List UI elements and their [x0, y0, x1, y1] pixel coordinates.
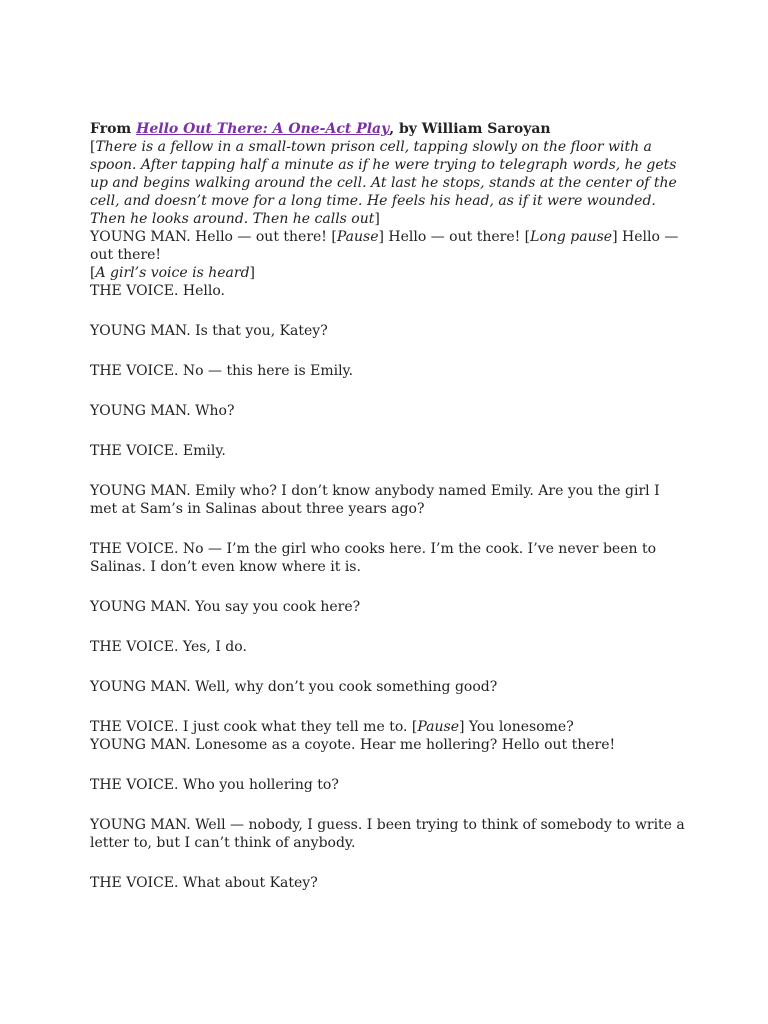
document-body — [90, 120, 690, 892]
stage-direction-opening — [90, 138, 690, 228]
dialogue-text: ] Hello — out there! [ — [378, 229, 531, 245]
dialogue-text: THE VOICE. I just cook what they tell me to. [ — [90, 719, 418, 735]
heading-byline: , by William Saroyan — [389, 121, 551, 137]
stage-note: Long pause — [530, 229, 613, 245]
dialogue-line: YOUNG MAN. You say you cook here? — [90, 599, 361, 615]
dialogue-line: THE VOICE. Emily. — [90, 443, 226, 459]
dialogue-line: THE VOICE. Yes, I do. — [90, 639, 247, 655]
stage-direction-text: There is a fellow in a small-town prison cell, tapping slowly on the floor with a spoon. After tapping half a minute as if he were trying to telegraph words, he gets up and begins walking around the cell. At last he stops, stands at the center of the cell, and doesn’t move for a long time. He feels his head, as if it were wounded. Then he looks around. Then he calls out — [90, 139, 677, 227]
dialogue-line — [90, 718, 690, 736]
dialogue-line: THE VOICE. What about Katey? — [90, 875, 318, 891]
bracket-close: ] — [374, 211, 380, 227]
dialogue-line: YOUNG MAN. Lonesome as a coyote. Hear me hollering? Hello out there! — [90, 737, 616, 753]
stage-note: Pause — [417, 719, 459, 735]
bracket-open: [ — [90, 139, 96, 155]
stage-note: Pause — [336, 229, 379, 245]
document-heading — [90, 120, 690, 138]
dialogue-text: ] You lonesome? — [458, 719, 574, 735]
bracket-open: [ — [90, 265, 96, 281]
dialogue-line: YOUNG MAN. Well — nobody, I guess. I been trying to think of somebody to write a letter to, but I can’t think of anybody. — [90, 817, 685, 851]
heading-from: From — [90, 121, 137, 137]
dialogue-line: THE VOICE. No — I’m the girl who cooks here. I’m the cook. I’ve never been to Salinas. I don’t even know where it is. — [90, 541, 657, 575]
dialogue-line: THE VOICE. Hello. — [90, 283, 226, 299]
dialogue-line: YOUNG MAN. Who? — [90, 403, 235, 419]
dialogue-line — [90, 228, 690, 264]
dialogue-text: ] Hello — out there! — [90, 229, 679, 263]
stage-direction-text: A girl’s voice is heard — [95, 265, 250, 281]
dialogue-line: YOUNG MAN. Well, why don’t you cook something good? — [90, 679, 498, 695]
dialogue-text: YOUNG MAN. Hello — out there! [ — [90, 229, 337, 245]
bracket-close: ] — [249, 265, 255, 281]
dialogue-line: YOUNG MAN. Emily who? I don’t know anybody named Emily. Are you the girl I met at Sam’s in Salinas about three years ago? — [90, 483, 660, 517]
play-title-link[interactable]: Hello Out There: A One-Act Play — [136, 121, 390, 137]
dialogue-line: YOUNG MAN. Is that you, Katey? — [90, 323, 328, 339]
stage-direction-girl-voice — [90, 264, 690, 282]
dialogue-line: THE VOICE. Who you hollering to? — [90, 777, 339, 793]
dialogue-line: THE VOICE. No — this here is Emily. — [90, 363, 354, 379]
